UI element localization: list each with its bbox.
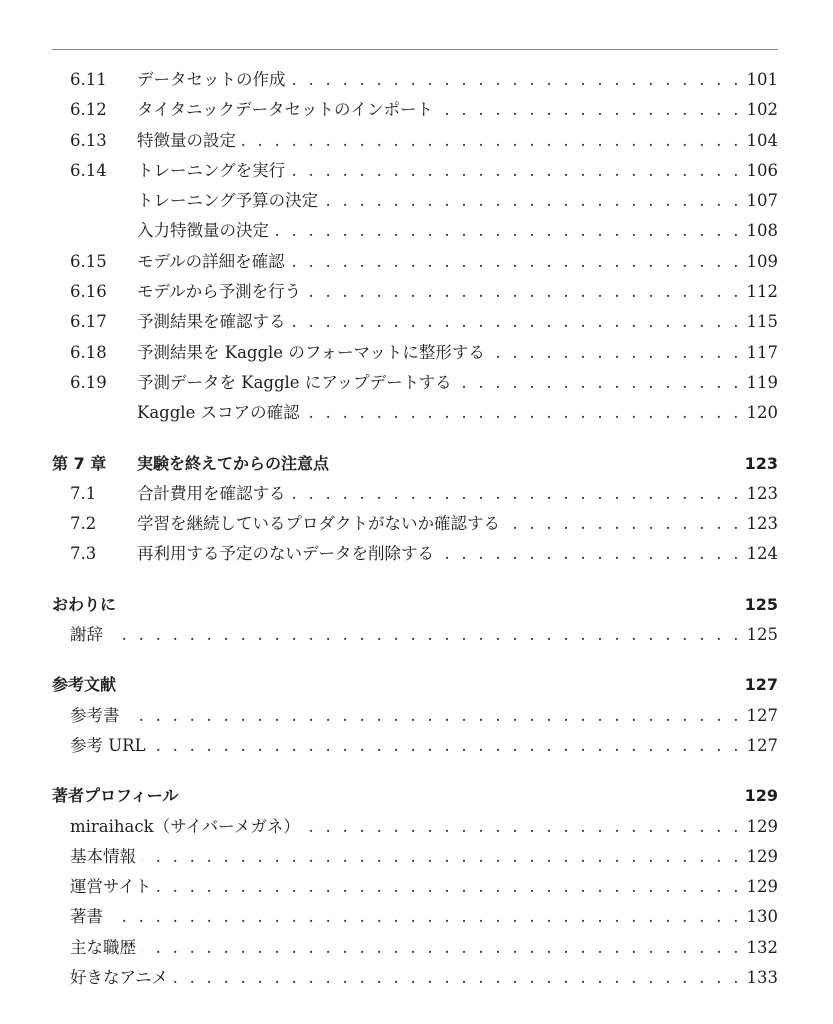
dot-leader: [458, 368, 739, 398]
page-number: 104: [739, 126, 779, 156]
toc-entry[interactable]: [52, 95, 778, 125]
toc-entry[interactable]: [52, 65, 778, 95]
toc-entry[interactable]: [52, 398, 778, 428]
page-number: 115: [739, 307, 779, 337]
toc-entry[interactable]: [52, 539, 778, 569]
spacer: [335, 449, 737, 479]
entry-title: 学習を継続しているプロダクトがないか確認する: [137, 509, 506, 539]
page-number: 127: [739, 701, 779, 731]
page-number: 107: [739, 186, 779, 216]
entry-title: 入力特徴量の決定: [137, 216, 275, 246]
page-number: 130: [739, 902, 779, 932]
page-number: 133: [739, 963, 779, 993]
page-number: 127: [739, 731, 779, 761]
page-number: 123: [737, 449, 778, 479]
page-number: 119: [739, 368, 779, 398]
entry-title: 予測データを Kaggle にアップデートする: [137, 368, 458, 398]
page-number: 129: [739, 872, 779, 902]
dot-leader: [440, 539, 739, 569]
entry-title: 著書: [70, 902, 109, 932]
toc-entry[interactable]: [52, 126, 778, 156]
page-number: 125: [737, 590, 778, 620]
dot-leader: [157, 872, 738, 902]
toc-entry[interactable]: [52, 812, 778, 842]
page-number: 109: [739, 247, 779, 277]
dot-leader: [109, 902, 739, 932]
section-number: 6.12: [70, 100, 107, 120]
dot-leader: [324, 186, 738, 216]
dot-leader: [126, 701, 739, 731]
section-number: 6.14: [70, 160, 107, 180]
entry-title: 特徴量の設定: [137, 126, 242, 156]
section-number: 6.19: [70, 372, 107, 392]
dot-leader: [291, 156, 738, 186]
dot-leader: [506, 509, 739, 539]
entry-title: 再利用する予定のないデータを削除する: [137, 539, 440, 569]
entry-title: トレーニングを実行: [137, 156, 291, 186]
page-number: 125: [739, 620, 779, 650]
entry-title: 予測結果を Kaggle のフォーマットに整形する: [137, 338, 491, 368]
toc-entry[interactable]: [52, 872, 778, 902]
page-number: 132: [739, 933, 779, 963]
page-number: 120: [739, 398, 779, 428]
page-number: 123: [739, 479, 779, 509]
page-number: 129: [737, 781, 778, 811]
toc-entry[interactable]: [52, 701, 778, 731]
dot-leader: [152, 731, 739, 761]
page-number: 101: [739, 65, 779, 95]
heading-title: 著者プロフィール: [52, 781, 184, 811]
entry-title: 基本情報: [70, 842, 142, 872]
section-number: 7.3: [70, 544, 97, 564]
entry-title: データセットの作成: [137, 65, 292, 95]
chapter-label: 第 7 章: [52, 453, 107, 473]
toc-entry[interactable]: [52, 307, 778, 337]
spacer: [122, 590, 737, 620]
dot-leader: [307, 277, 738, 307]
page-number: 112: [739, 277, 779, 307]
page-number: 117: [739, 338, 779, 368]
dot-leader: [291, 247, 739, 277]
entry-title: モデルの詳細を確認: [137, 247, 291, 277]
page-number: 106: [739, 156, 779, 186]
dot-leader: [292, 65, 739, 95]
entry-title: 参考書: [70, 701, 126, 731]
page-number: 102: [739, 95, 779, 125]
page-number: 108: [739, 216, 779, 246]
dot-leader: [306, 812, 739, 842]
spacer: [122, 670, 737, 700]
dot-leader: [275, 216, 739, 246]
entry-title: miraihack（サイバーメガネ）: [70, 812, 306, 842]
page-number: 129: [739, 812, 779, 842]
header-rule: [52, 49, 778, 50]
page-number: 129: [739, 842, 779, 872]
dot-leader: [292, 307, 739, 337]
section-number: 6.15: [70, 251, 107, 271]
dot-leader: [439, 95, 738, 125]
dot-leader: [109, 620, 739, 650]
spacer: [184, 781, 736, 811]
dot-leader: [242, 126, 739, 156]
toc-entry[interactable]: [52, 186, 778, 216]
entry-title: 好きなアニメ: [70, 963, 174, 993]
entry-title: 運営サイト: [70, 872, 157, 902]
toc-heading[interactable]: [52, 670, 778, 700]
toc-heading[interactable]: [52, 590, 778, 620]
section-number: 6.16: [70, 282, 107, 302]
section-number: 6.11: [70, 70, 107, 89]
page-number: 124: [739, 539, 779, 569]
entry-title: タイタニックデータセットのインポート: [137, 95, 439, 125]
entry-title: 参考 URL: [70, 731, 152, 761]
entry-title: トレーニング予算の決定: [137, 186, 324, 216]
toc-heading[interactable]: [52, 449, 778, 479]
toc-entry[interactable]: [52, 156, 778, 186]
toc-entry[interactable]: [52, 620, 778, 650]
toc-entry[interactable]: [52, 247, 778, 277]
entry-title: 謝辞: [70, 620, 109, 650]
entry-title: 主な職歴: [70, 933, 142, 963]
toc-entry[interactable]: [52, 479, 778, 509]
section-number: 6.17: [70, 312, 107, 332]
dot-leader: [174, 963, 738, 993]
section-number: 7.1: [70, 483, 97, 503]
toc-entry[interactable]: [52, 902, 778, 932]
dot-leader: [292, 479, 739, 509]
section-number: 6.18: [70, 342, 107, 362]
dot-leader: [306, 398, 739, 428]
toc-entry[interactable]: [52, 368, 778, 398]
table-of-contents: [52, 65, 778, 993]
toc-heading[interactable]: [52, 781, 778, 811]
entry-title: 予測結果を確認する: [137, 307, 292, 337]
dot-leader: [142, 933, 739, 963]
heading-title: 実験を終えてからの注意点: [137, 449, 335, 479]
page-number: 123: [739, 509, 779, 539]
entry-title: 合計費用を確認する: [137, 479, 292, 509]
page-number: 127: [737, 670, 778, 700]
toc-entry[interactable]: [52, 277, 778, 307]
section-number: 6.13: [70, 130, 107, 150]
dot-leader: [491, 338, 739, 368]
heading-title: 参考文献: [52, 670, 122, 700]
heading-title: おわりに: [52, 590, 122, 620]
dot-leader: [142, 842, 739, 872]
entry-title: モデルから予測を行う: [137, 277, 307, 307]
section-number: 7.2: [70, 514, 97, 534]
entry-title: Kaggle スコアの確認: [137, 398, 306, 428]
toc-entry[interactable]: [52, 963, 778, 993]
toc-entry[interactable]: [52, 933, 778, 963]
toc-entry[interactable]: [52, 216, 778, 246]
toc-entry[interactable]: [52, 509, 778, 539]
toc-entry[interactable]: [52, 338, 778, 368]
toc-entry[interactable]: [52, 842, 778, 872]
toc-entry[interactable]: [52, 731, 778, 761]
